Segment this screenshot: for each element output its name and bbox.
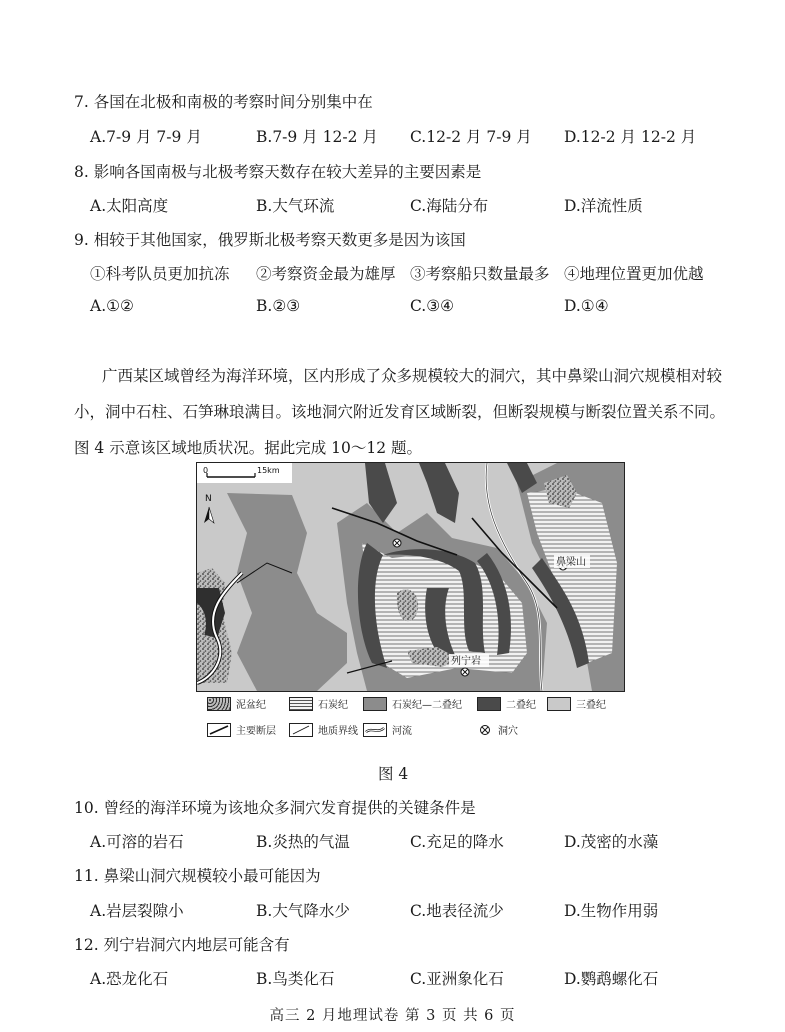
cave-icon	[393, 539, 401, 547]
option-b[interactable]: B.鸟类化石	[256, 970, 335, 988]
option-a[interactable]: A.太阳高度	[90, 197, 169, 215]
legend-permian	[477, 696, 536, 711]
option-c[interactable]: C.③④	[410, 297, 455, 315]
legend-label: 泥盆纪	[236, 700, 266, 711]
cave-icon	[461, 668, 469, 676]
passage-line-2: 小，洞中石柱、石笋琳琅满目。该地洞穴附近发育区域断裂，但断裂规模与断裂位置关系不同。	[74, 403, 726, 421]
option-c[interactable]: C.海陆分布	[410, 197, 489, 215]
figure-caption: 图 4	[378, 765, 409, 783]
option-a[interactable]: A.恐龙化石	[90, 970, 169, 988]
passage-line-1: 广西某区域曾经为海洋环境，区内形成了众多规模较大的洞穴，其中鼻梁山洞穴规模相对较	[102, 367, 723, 385]
option-a[interactable]: A.可溶的岩石	[90, 833, 184, 851]
legend-carboniferous	[289, 696, 348, 711]
map-legend	[207, 696, 627, 744]
question-12-stem: 12. 列宁岩洞穴内地层可能含有	[74, 936, 290, 954]
question-10-stem: 10. 曾经的海洋环境为该地众多洞穴发育提供的关键条件是	[74, 799, 476, 817]
geologic-map	[196, 462, 625, 692]
legend-carb-perm	[363, 696, 462, 711]
legend-label: 石炭纪	[318, 700, 348, 711]
boundary-swatch-icon	[289, 723, 313, 737]
option-d[interactable]: D.生物作用弱	[564, 902, 659, 920]
carboniferous-swatch-icon	[289, 697, 313, 711]
option-b[interactable]: B.大气降水少	[256, 902, 350, 920]
place-label-lieningyan: 列宁岩	[451, 656, 481, 667]
scale-label: 15km	[257, 466, 280, 475]
legend-triassic	[547, 696, 606, 711]
option-d[interactable]: D.12-2 月 12-2 月	[564, 128, 697, 146]
legend-cave	[477, 722, 518, 737]
scale-start-label: 0	[203, 466, 209, 475]
option-c[interactable]: C.地表径流少	[410, 902, 504, 920]
north-label: N	[205, 494, 212, 504]
legend-geologic-boundary	[289, 722, 358, 737]
legend-major-fault	[207, 722, 276, 737]
statement-1: ①科考队员更加抗冻	[90, 265, 230, 283]
legend-river	[363, 722, 412, 737]
option-d[interactable]: D.①④	[564, 297, 609, 315]
legend-label: 石炭纪—二叠纪	[392, 700, 462, 711]
passage-line-3: 图 4 示意该区域地质状况。据此完成 10～12 题。	[74, 439, 423, 457]
legend-label: 地质界线	[318, 726, 358, 737]
legend-label: 主要断层	[236, 726, 276, 737]
option-d[interactable]: D.茂密的水藻	[564, 833, 659, 851]
cave-swatch-icon	[477, 724, 493, 736]
statement-2: ②考察资金最为雄厚	[256, 265, 396, 283]
option-c[interactable]: C.亚洲象化石	[410, 970, 504, 988]
option-a[interactable]: A.①②	[90, 297, 134, 315]
option-a[interactable]: A.岩层裂隙小	[90, 902, 184, 920]
triassic-swatch-icon	[547, 697, 571, 711]
option-b[interactable]: B.②③	[256, 297, 301, 315]
option-d[interactable]: D.鹦鹉螺化石	[564, 970, 659, 988]
question-9-stem: 9. 相较于其他国家，俄罗斯北极考察天数更多是因为该国	[74, 231, 466, 249]
legend-devonian	[207, 696, 266, 711]
option-b[interactable]: B.炎热的气温	[256, 833, 350, 851]
devonian-swatch-icon	[207, 697, 231, 711]
legend-label: 河流	[392, 726, 412, 737]
option-d[interactable]: D.洋流性质	[564, 197, 643, 215]
option-b[interactable]: B.大气环流	[256, 197, 335, 215]
carb-perm-swatch-icon	[363, 697, 387, 711]
statement-3: ③考察船只数量最多	[410, 265, 550, 283]
statement-4: ④地理位置更加优越	[564, 265, 704, 283]
place-label-biliangshan: 鼻梁山	[556, 557, 586, 568]
question-7-stem: 7. 各国在北极和南极的考察时间分别集中在	[74, 93, 373, 111]
permian-swatch-icon	[477, 697, 501, 711]
page-footer: 高三 2 月地理试卷 第 3 页 共 6 页	[269, 1008, 516, 1024]
legend-label: 二叠纪	[506, 700, 536, 711]
option-c[interactable]: C.充足的降水	[410, 833, 504, 851]
fault-swatch-icon	[207, 723, 231, 737]
legend-label: 洞穴	[498, 726, 518, 737]
option-c[interactable]: C.12-2 月 7-9 月	[410, 128, 532, 146]
option-a[interactable]: A.7-9 月 7-9 月	[90, 128, 202, 146]
question-8-stem: 8. 影响各国南极与北极考察天数存在较大差异的主要因素是	[74, 163, 482, 181]
legend-label: 三叠纪	[576, 700, 606, 711]
option-b[interactable]: B.7-9 月 12-2 月	[256, 128, 378, 146]
question-11-stem: 11. 鼻梁山洞穴规模较小最可能因为	[74, 867, 321, 885]
river-swatch-icon	[363, 723, 387, 737]
